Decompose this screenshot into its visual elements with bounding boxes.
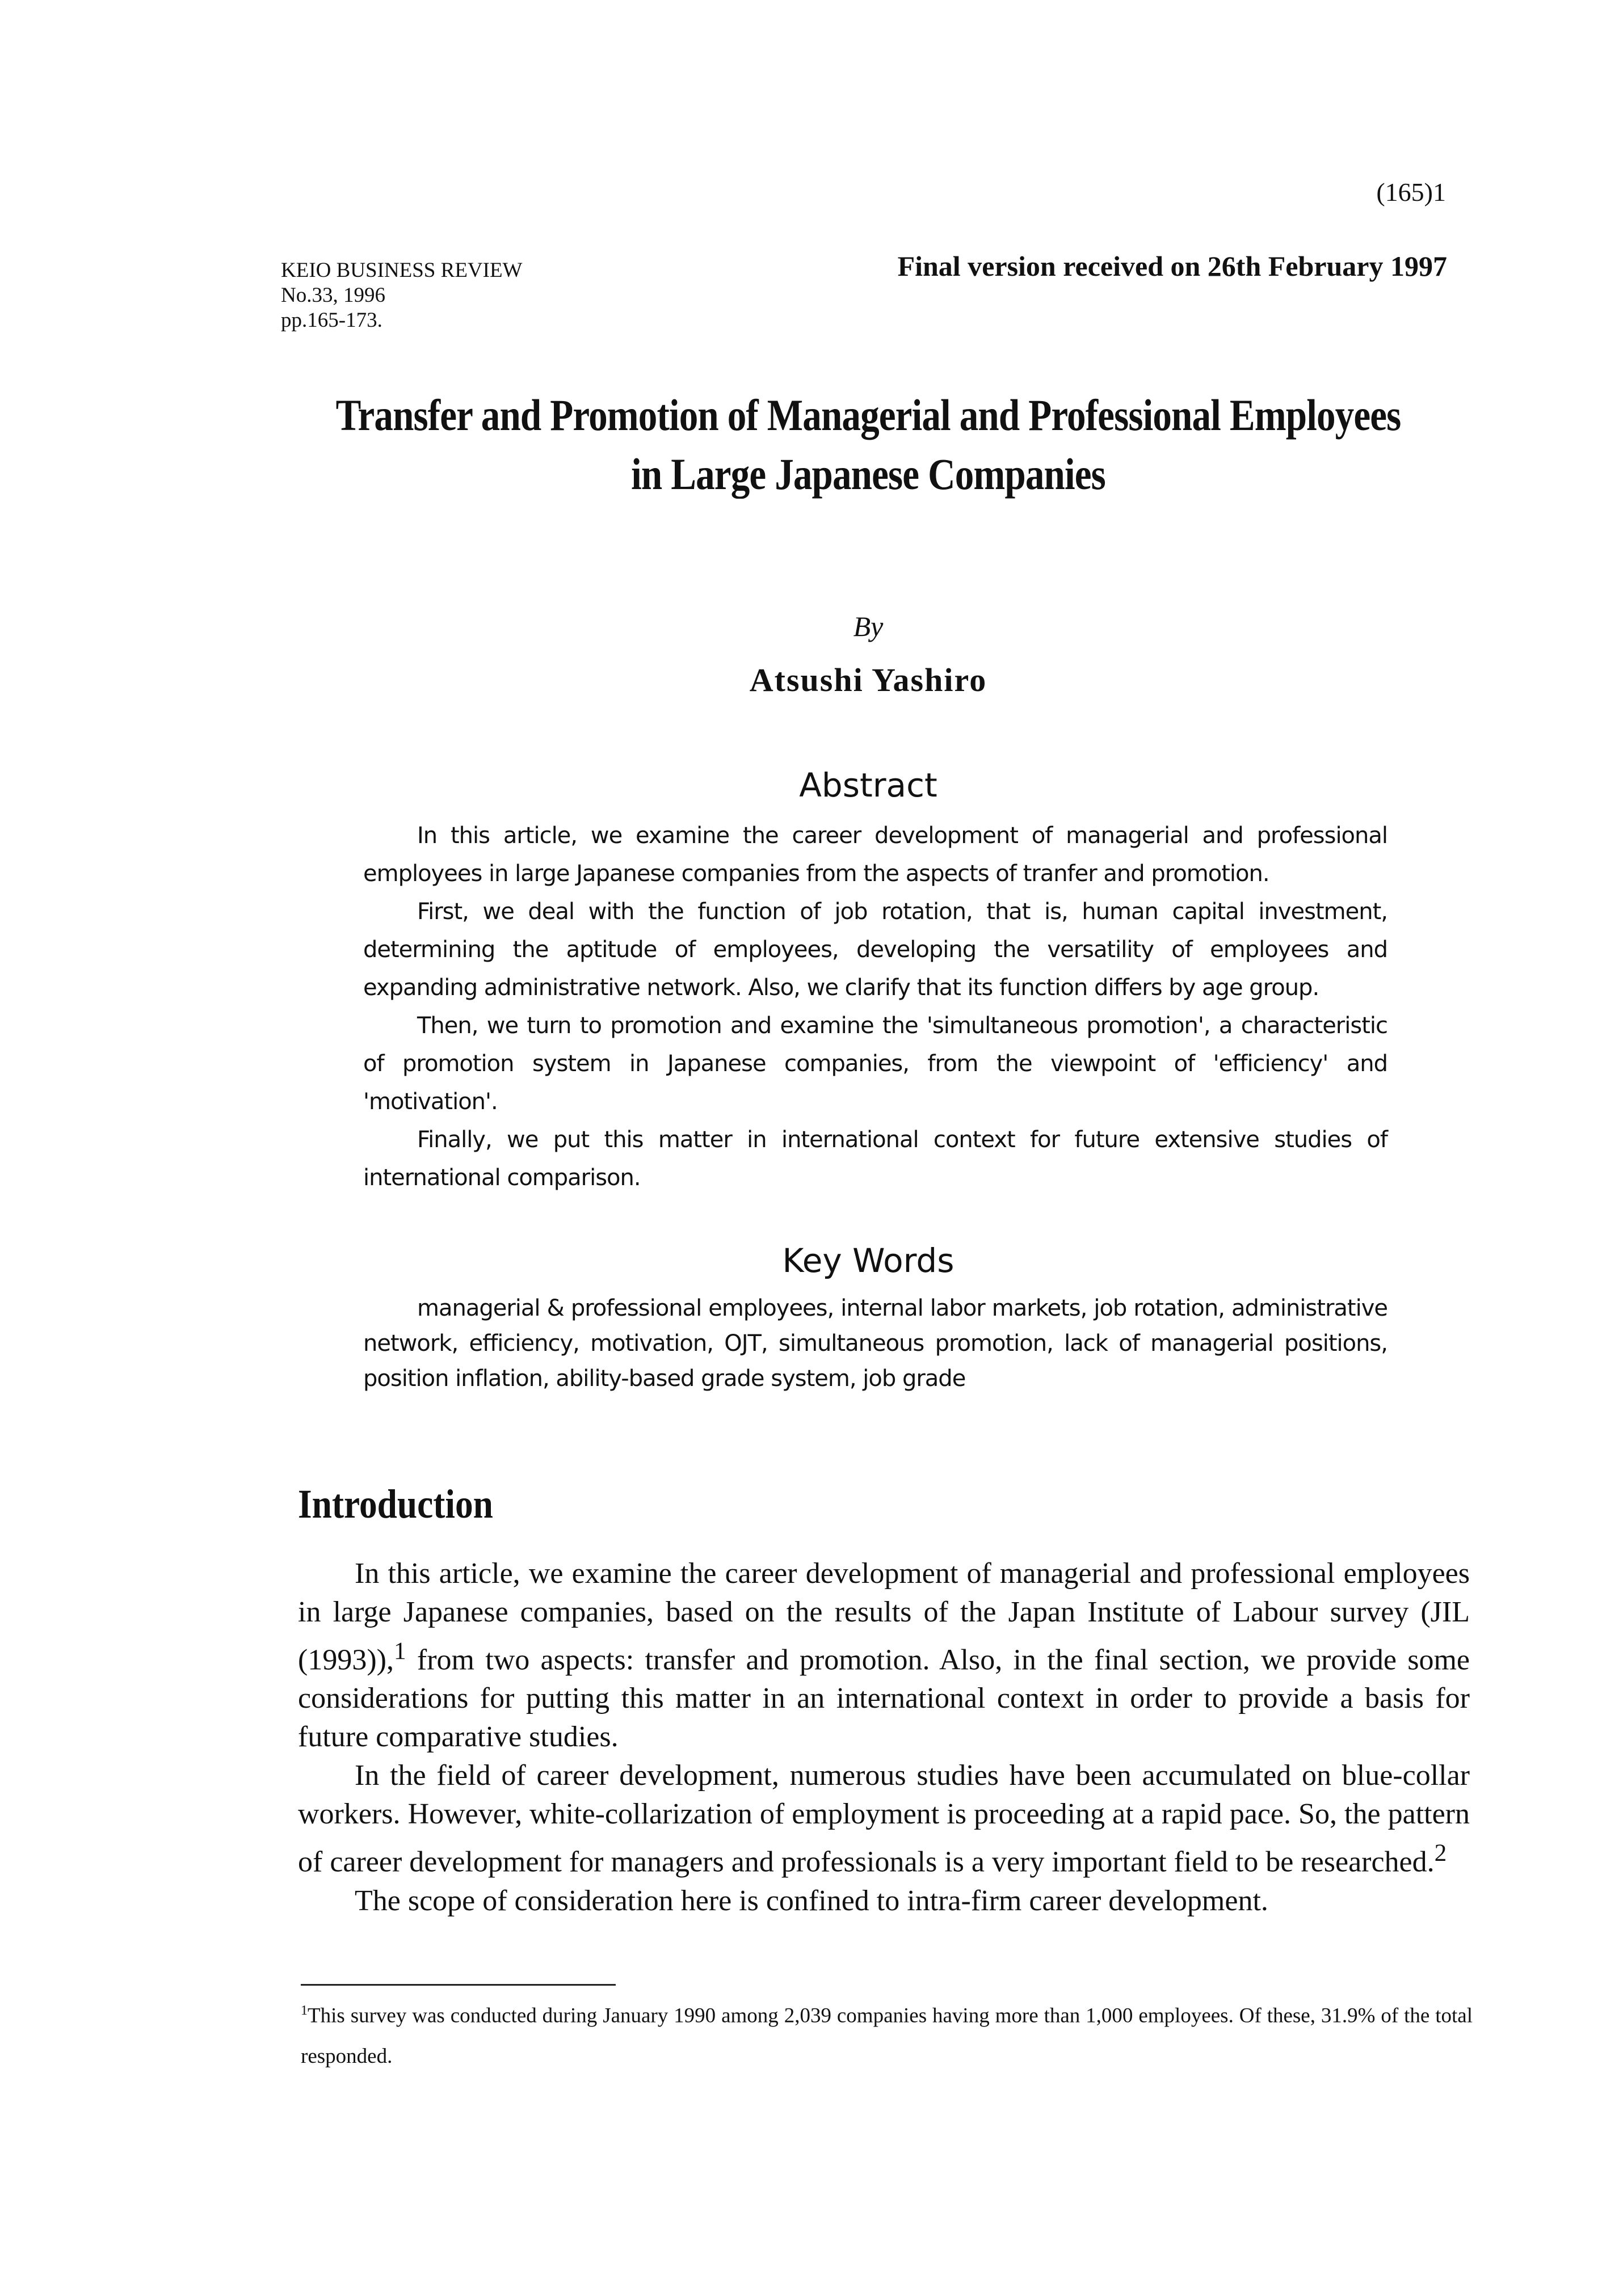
abstract-paragraph: Then, we turn to promotion and examine the 'simultaneous promotion', a characteristic of promotion system in Japanese companies, from the viewpoint of 'efficiency' and 'motivation'. <box>363 1013 1387 1115</box>
abstract-paragraph: Finally, we put this matter in international context for future extensive studies of international comparison. <box>363 1127 1387 1191</box>
abstract-paragraph: In this article, we examine the career development of managerial and professional employees in large Japanese companies from the aspects of tranfer and promotion. <box>363 823 1387 887</box>
footnote-ref[interactable]: 2 <box>1434 1839 1447 1867</box>
page-number: (165)1 <box>1376 178 1446 207</box>
journal-name: KEIO BUSINESS REVIEW <box>281 259 523 282</box>
title-line-2: in Large Japanese Companies <box>631 449 1105 499</box>
author-name: Atsushi Yashiro <box>749 662 987 698</box>
body-paragraph: In the field of career development, numerous studies have been accumulated on blue-collar workers. However, white-collarization of employment is proceeding at a rapid pace. So, the pattern of career development for managers and professionals is a very important field to be researched.$^2$ <box>298 1759 1470 1878</box>
body-paragraph: In this article, we examine the career development of managerial and professional employees in large Japanese companies, based on the results of the Japan Institute of Labour survey (JIL (1993)),$^1$ from two aspects: transfer and promotion. Also, in the final section, we provide some considerations for putting this matter in an international context in order to provide a basis for future comparative studies. <box>298 1557 1470 1754</box>
body-paragraph: The scope of consideration here is confined to intra-firm career development. <box>355 1884 1268 1917</box>
journal-info <box>281 258 522 333</box>
abstract-body <box>363 817 1387 1197</box>
footnote-ref[interactable]: 1 <box>393 1637 406 1665</box>
byline-by: By <box>853 610 884 642</box>
footnote-mark: 1 <box>301 2003 308 2018</box>
introduction-heading: Introduction <box>298 1481 493 1527</box>
title-line-1: Transfer and Promotion of Managerial and Professional Employees <box>335 390 1401 440</box>
abstract-heading: Abstract <box>799 766 937 804</box>
footnote-divider <box>301 1984 616 1986</box>
final-version-note: Final version received on 26th February 1997 <box>897 250 1447 282</box>
footnote <box>301 1990 1473 2077</box>
keywords-heading: Key Words <box>782 1241 955 1280</box>
abstract-paragraph: First, we deal with the function of job rotation, that is, human capital investment, determining the aptitude of employees, developing the versatility of employees and expanding administrative network. Also, we clarify that its function differs by age group. <box>363 899 1387 1001</box>
journal-pages: pp.165-173. <box>281 309 382 332</box>
introduction-body <box>298 1554 1470 1920</box>
keywords-list: managerial & professional employees, internal labor markets, job rotation, administrative network, efficiency, motivation, OJT, simultaneous promotion, lack of managerial positions, position inflation, ability-based grade system, job grade <box>363 1295 1387 1392</box>
footnote-text: This survey was conducted during January 1990 among 2,039 companies having more than 1,000 employees. Of these, 31.9% of the total responded. <box>301 2004 1473 2068</box>
article-title <box>317 386 1420 504</box>
journal-issue: No.33, 1996 <box>281 284 385 307</box>
